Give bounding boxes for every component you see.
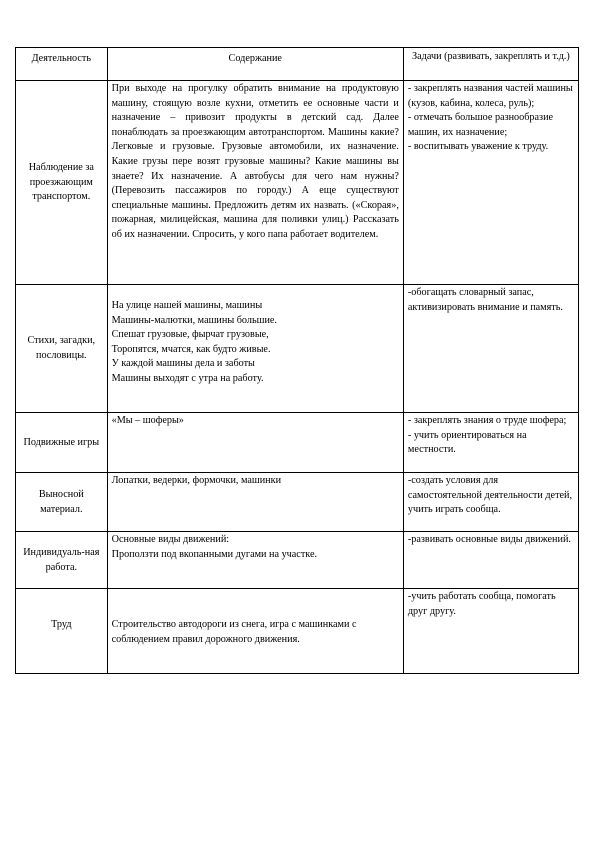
row-content: «Мы – шоферы»	[107, 413, 403, 473]
table-row	[16, 285, 579, 413]
tasks-text: - закреплять названия частей машины (кузов, кабина, колеса, руль); - отмечать большое разнообразие машин, их назначение; - воспитывать уважение к труду.	[407, 83, 573, 153]
header-tasks: Задачи (развивать, закреплять и т.д.)	[403, 48, 578, 81]
tasks-text: - закреплять знания о труде шофера; - учить ориентироваться на местности.	[407, 415, 567, 456]
table-row	[16, 532, 579, 589]
table-row	[16, 81, 579, 285]
header-activity: Деятельность	[16, 48, 108, 81]
row-tasks: -обогащать словарный запас, активизировать внимание и память.	[403, 285, 578, 413]
poem-line: Машины-малютки, машины большие.	[111, 314, 277, 326]
activity-plan-table	[15, 47, 579, 674]
row-content: При выходе на прогулку обратить внимание на продуктовую машину, стоящую возле кухни, отметить ее основные части и назначение – привозит продукты в детский сад. Далее понаблюдать за проезжающим автотранспортом. Машины какие? Легковые и грузовые. Грузовые автомобили, их назначение. Какие грузы пере возят грузовые машины? Какие машины вы знаете? Их назначение. А автобусы для чего нам нужны? (Перевозить пассажиров по городу.) А еще существуют специальные машины. Предложить детям их назвать. («Скорая», пожарная, милицейская, машина для поливки улиц.) Рассказать об их назначении. Спросить, у кого папа работает водителем.	[107, 81, 403, 285]
poem-line: Машины выходят с утра на работу.	[111, 372, 264, 384]
table-row	[16, 473, 579, 532]
row-content: Строительство автодороги из снега, игра с машинками с соблюдением правил дорожного движения.	[107, 589, 403, 674]
poem-line: Торопятся, мчатся, как будто живые.	[111, 343, 271, 355]
row-activity: Труд	[16, 589, 108, 674]
row-activity: Выносной материал.	[16, 473, 108, 532]
row-tasks: -развивать основные виды движений.	[403, 532, 578, 589]
row-content	[107, 532, 403, 589]
poem-line: У каждой машины дела и заботы	[111, 358, 255, 370]
poem-line: На улице нашей машины, машины	[111, 300, 263, 311]
row-tasks: -учить работать сообща, помогать друг другу.	[403, 589, 578, 674]
row-content: Лопатки, ведерки, формочки, машинки	[107, 473, 403, 532]
row-tasks: -создать условия для самостоятельной деятельности детей, учить играть сообща.	[403, 473, 578, 532]
table-row	[16, 589, 579, 674]
table-row	[16, 413, 579, 473]
row-activity: Подвижные игры	[16, 413, 108, 473]
header-content: Содержание	[107, 48, 403, 81]
row-activity: Наблюдение за проезжающим транспортом.	[16, 81, 108, 285]
row-tasks	[403, 413, 578, 473]
content-line: Основные виды движений:	[111, 534, 230, 545]
row-content	[107, 285, 403, 413]
content-line: Проползти под вкопанными дугами на участке.	[111, 548, 318, 560]
row-activity: Стихи, загадки, пословицы.	[16, 285, 108, 413]
row-activity: Индивидуаль-ная работа.	[16, 532, 108, 589]
row-tasks	[403, 81, 578, 285]
table-header-row	[16, 48, 579, 81]
poem-line: Спешат грузовые, фырчат грузовые,	[111, 329, 269, 341]
